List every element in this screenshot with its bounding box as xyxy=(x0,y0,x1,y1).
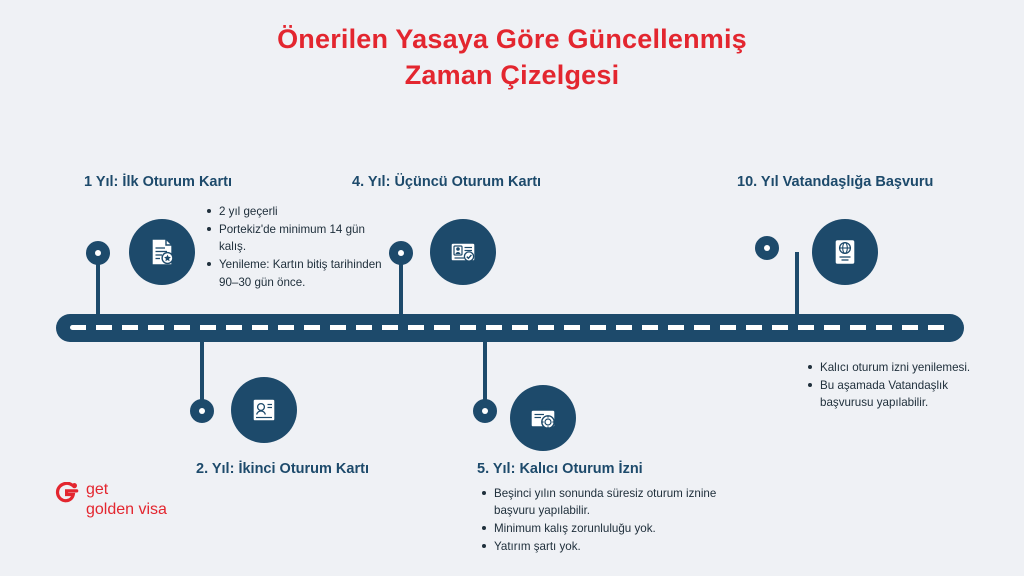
node-step-3 xyxy=(389,241,413,265)
id-badge-icon xyxy=(446,235,480,269)
connector-step-5 xyxy=(795,252,799,324)
step-1-icon-circle xyxy=(129,219,195,285)
list-item: Kalıcı oturum izni yenilemesi. xyxy=(808,359,998,376)
step-3-heading: 4. Yıl: Üçüncü Oturum Kartı xyxy=(352,174,542,190)
brand-wordmark xyxy=(86,480,167,520)
page-title-line-1: Önerilen Yasaya Göre Güncellenmiş xyxy=(277,24,747,54)
passport-globe-icon xyxy=(828,235,862,269)
step-5-icon-circle xyxy=(812,219,878,285)
step-5-bullets xyxy=(808,359,998,412)
list-item: Yenileme: Kartın bitiş tarihinden 90–30 gün önce. xyxy=(207,256,387,290)
page-title xyxy=(0,22,1024,93)
permanent-residence-icon xyxy=(526,401,560,435)
g-logo-mark xyxy=(54,482,80,510)
step-3-icon-circle xyxy=(430,219,496,285)
timeline-dashes xyxy=(70,325,950,330)
list-item: Minimum kalış zorunluluğu yok. xyxy=(482,520,747,537)
id-card-renewal-icon xyxy=(247,393,281,427)
list-item: 2 yıl geçerli xyxy=(207,203,387,220)
document-certificate-icon xyxy=(145,235,179,269)
brand-logo xyxy=(54,478,194,524)
timeline-bar xyxy=(56,314,964,342)
node-step-2 xyxy=(190,399,214,423)
node-step-1 xyxy=(86,241,110,265)
step-1-heading: 1 Yıl: İlk Oturum Kartı xyxy=(84,174,232,190)
step-4-heading: 5. Yıl: Kalıcı Oturum İzni xyxy=(477,461,643,477)
list-item: Bu aşamada Vatandaşlık başvurusu yapılabilir. xyxy=(808,377,998,411)
step-5-heading: 10. Yıl Vatandaşlığa Başvuru xyxy=(737,174,934,190)
step-4-icon-circle xyxy=(510,385,576,451)
list-item: Yatırım şartı yok. xyxy=(482,538,747,555)
page-title-line-2: Zaman Çizelgesi xyxy=(404,59,620,90)
node-step-5 xyxy=(755,236,779,260)
brand-wordmark-line-2: golden visa xyxy=(86,501,167,518)
step-4-bullets xyxy=(482,485,747,557)
step-2-icon-circle xyxy=(231,377,297,443)
step-1-bullets xyxy=(207,203,387,292)
list-item: Beşinci yılın sonunda süresiz oturum iznine başvuru yapılabilir. xyxy=(482,485,747,519)
brand-wordmark-line-1: get xyxy=(86,481,109,498)
list-item: Portekiz'de minimum 14 gün kalış. xyxy=(207,221,387,255)
node-step-4 xyxy=(473,399,497,423)
step-2-heading: 2. Yıl: İkinci Oturum Kartı xyxy=(196,461,369,477)
